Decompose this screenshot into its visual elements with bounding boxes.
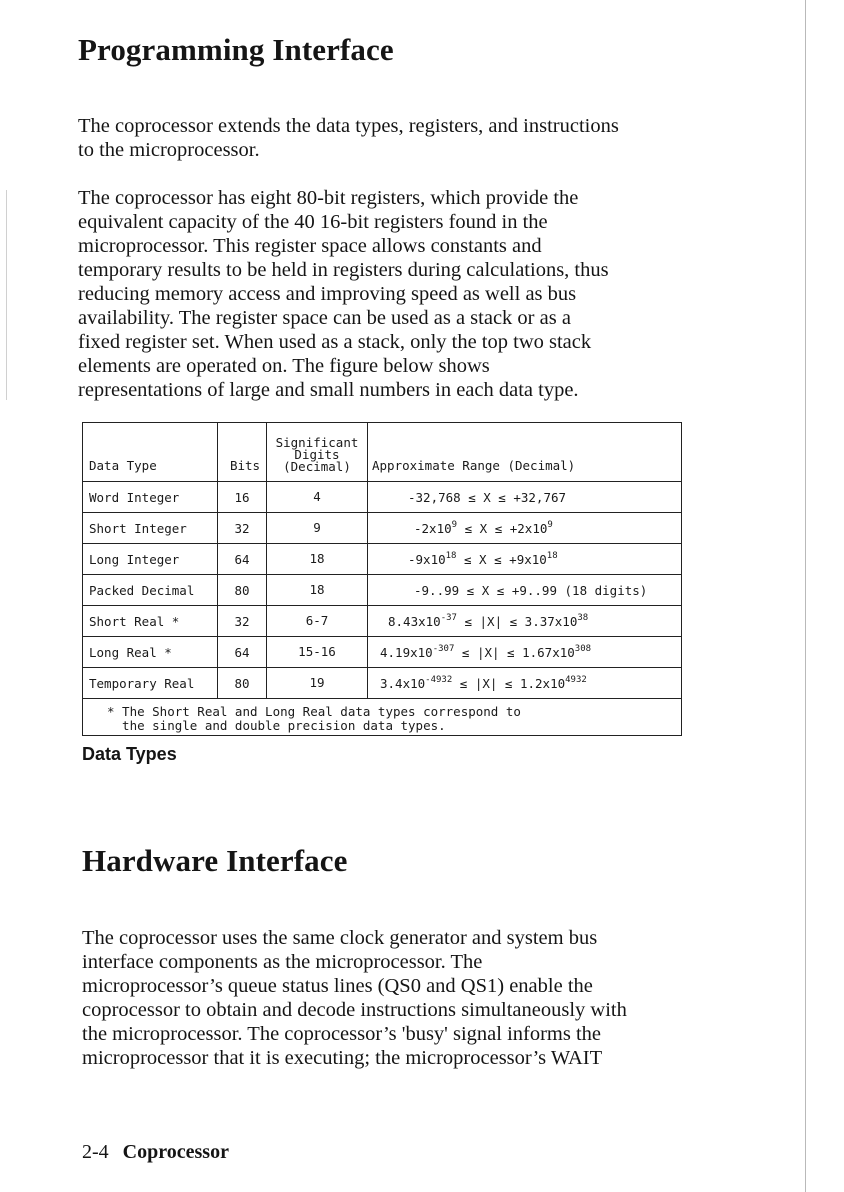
paragraph-registers: [78, 186, 728, 402]
table-row: [83, 544, 682, 575]
text-line: reducing memory access and improving speed as well as bus: [78, 283, 577, 305]
cell-digits: 4: [267, 482, 368, 513]
page-footer: [82, 1141, 229, 1164]
cell-range: [368, 606, 682, 637]
range-text: ≤ |X| ≤ 3.37x10: [456, 613, 578, 629]
range-exponent: 9: [451, 519, 458, 530]
text-line: the microprocessor. The coprocessor’s 'busy' signal informs the: [82, 1023, 602, 1045]
text-line: The coprocessor uses the same clock generator and system bus: [82, 927, 598, 949]
range-exponent: 9: [547, 519, 553, 530]
paragraph-intro: [78, 114, 728, 162]
header-sig-line: (Decimal): [283, 459, 351, 474]
footnote-line: * The Short Real and Long Real data types correspond to: [107, 704, 521, 719]
cell-type: Short Integer: [83, 513, 218, 544]
page-number: 2-4: [82, 1141, 109, 1163]
range-exponent: 38: [577, 612, 589, 623]
range-text: -32,768 ≤ X ≤ +32,767: [408, 489, 567, 505]
text-line: The coprocessor extends the data types, registers, and instructions: [78, 115, 619, 137]
table-caption: Data Types: [82, 744, 177, 764]
cell-type: Packed Decimal: [83, 575, 218, 606]
text-line: interface components as the microprocessor. The: [82, 951, 483, 973]
range-text: ≤ |X| ≤ 1.2x10: [452, 675, 566, 691]
text-line: microprocessor that it is executing; the microprocessor’s WAIT: [82, 1047, 603, 1069]
table-note-row: [83, 699, 682, 736]
table-header-row: [83, 423, 682, 482]
heading-hardware-interface: Hardware Interface: [82, 843, 348, 878]
cell-bits: 64: [218, 544, 267, 575]
range-text: ≤ |X| ≤ 1.67x10: [454, 644, 575, 660]
range-text: 8.43x10: [388, 613, 441, 629]
table-row: [83, 513, 682, 544]
cell-bits: 32: [218, 606, 267, 637]
text-line: representations of large and small numbers in each data type.: [78, 379, 579, 401]
range-text: -9..99 ≤ X ≤ +9..99 (18 digits): [414, 582, 648, 598]
range-exponent: -4932: [425, 674, 453, 685]
cell-digits: 9: [267, 513, 368, 544]
cell-type: Short Real *: [83, 606, 218, 637]
cell-digits: 18: [267, 575, 368, 606]
cell-digits: 18: [267, 544, 368, 575]
text-line: microprocessor’s queue status lines (QS0 and QS1) enable the: [82, 975, 593, 997]
footnote-line: the single and double precision data types.: [107, 718, 446, 733]
cell-range: [368, 544, 682, 575]
cell-range: [368, 668, 682, 699]
cell-bits: 16: [218, 482, 267, 513]
cell-range: [368, 575, 682, 606]
range-text: -9x10: [408, 551, 446, 567]
range-text: ≤ X ≤ +9x10: [456, 551, 547, 567]
table-row: [83, 606, 682, 637]
header-sig-line: Significant: [275, 435, 359, 450]
range-text: -2x10: [414, 520, 452, 536]
cell-range: [368, 637, 682, 668]
range-exponent: 308: [574, 643, 592, 654]
text-line: temporary results to be held in registers during calculations, thus: [78, 259, 609, 281]
header-bits: Bits: [218, 423, 267, 482]
range-text: 4.19x10: [380, 644, 433, 660]
text-line: The coprocessor has eight 80-bit registers, which provide the: [78, 187, 579, 209]
paragraph-hardware: [82, 926, 732, 1070]
text-line: coprocessor to obtain and decode instructions simultaneously with: [82, 999, 627, 1021]
text-line: fixed register set. When used as a stack, only the top two stack: [78, 331, 592, 353]
heading-programming-interface: Programming Interface: [78, 32, 394, 67]
cell-type: Word Integer: [83, 482, 218, 513]
range-exponent: 18: [445, 550, 457, 561]
cell-range: [368, 513, 682, 544]
cell-range: [368, 482, 682, 513]
header-sig-line: Digits: [294, 447, 340, 462]
range-text: ≤ X ≤ +2x10: [457, 520, 548, 536]
table-row: [83, 668, 682, 699]
cell-bits: 32: [218, 513, 267, 544]
margin-mark: [6, 190, 7, 400]
range-exponent: -37: [440, 612, 457, 623]
range-exponent: 4932: [565, 674, 587, 685]
cell-digits: 6-7: [267, 606, 368, 637]
table-row: [83, 637, 682, 668]
text-line: elements are operated on. The figure below shows: [78, 355, 490, 377]
table-footnote: [83, 699, 682, 736]
cell-digits: 15-16: [267, 637, 368, 668]
range-exponent: 18: [546, 550, 558, 561]
header-significant-digits: [267, 423, 368, 482]
text-line: to the microprocessor.: [78, 139, 260, 161]
cell-type: Long Real *: [83, 637, 218, 668]
table-row: [83, 482, 682, 513]
header-data-type: Data Type: [83, 423, 218, 482]
cell-bits: 80: [218, 575, 267, 606]
page-edge-rule: [805, 0, 806, 1192]
range-text: 3.4x10: [380, 675, 426, 691]
data-types-table: [82, 422, 682, 736]
cell-type: Temporary Real: [83, 668, 218, 699]
table-row: [83, 575, 682, 606]
cell-digits: 19: [267, 668, 368, 699]
cell-type: Long Integer: [83, 544, 218, 575]
text-line: microprocessor. This register space allows constants and: [78, 235, 542, 257]
text-line: availability. The register space can be used as a stack or as a: [78, 307, 571, 329]
cell-bits: 64: [218, 637, 267, 668]
range-exponent: -307: [432, 643, 455, 654]
chapter-title: Coprocessor: [122, 1141, 229, 1163]
text-line: equivalent capacity of the 40 16-bit registers found in the: [78, 211, 548, 233]
header-range: Approximate Range (Decimal): [368, 423, 682, 482]
cell-bits: 80: [218, 668, 267, 699]
